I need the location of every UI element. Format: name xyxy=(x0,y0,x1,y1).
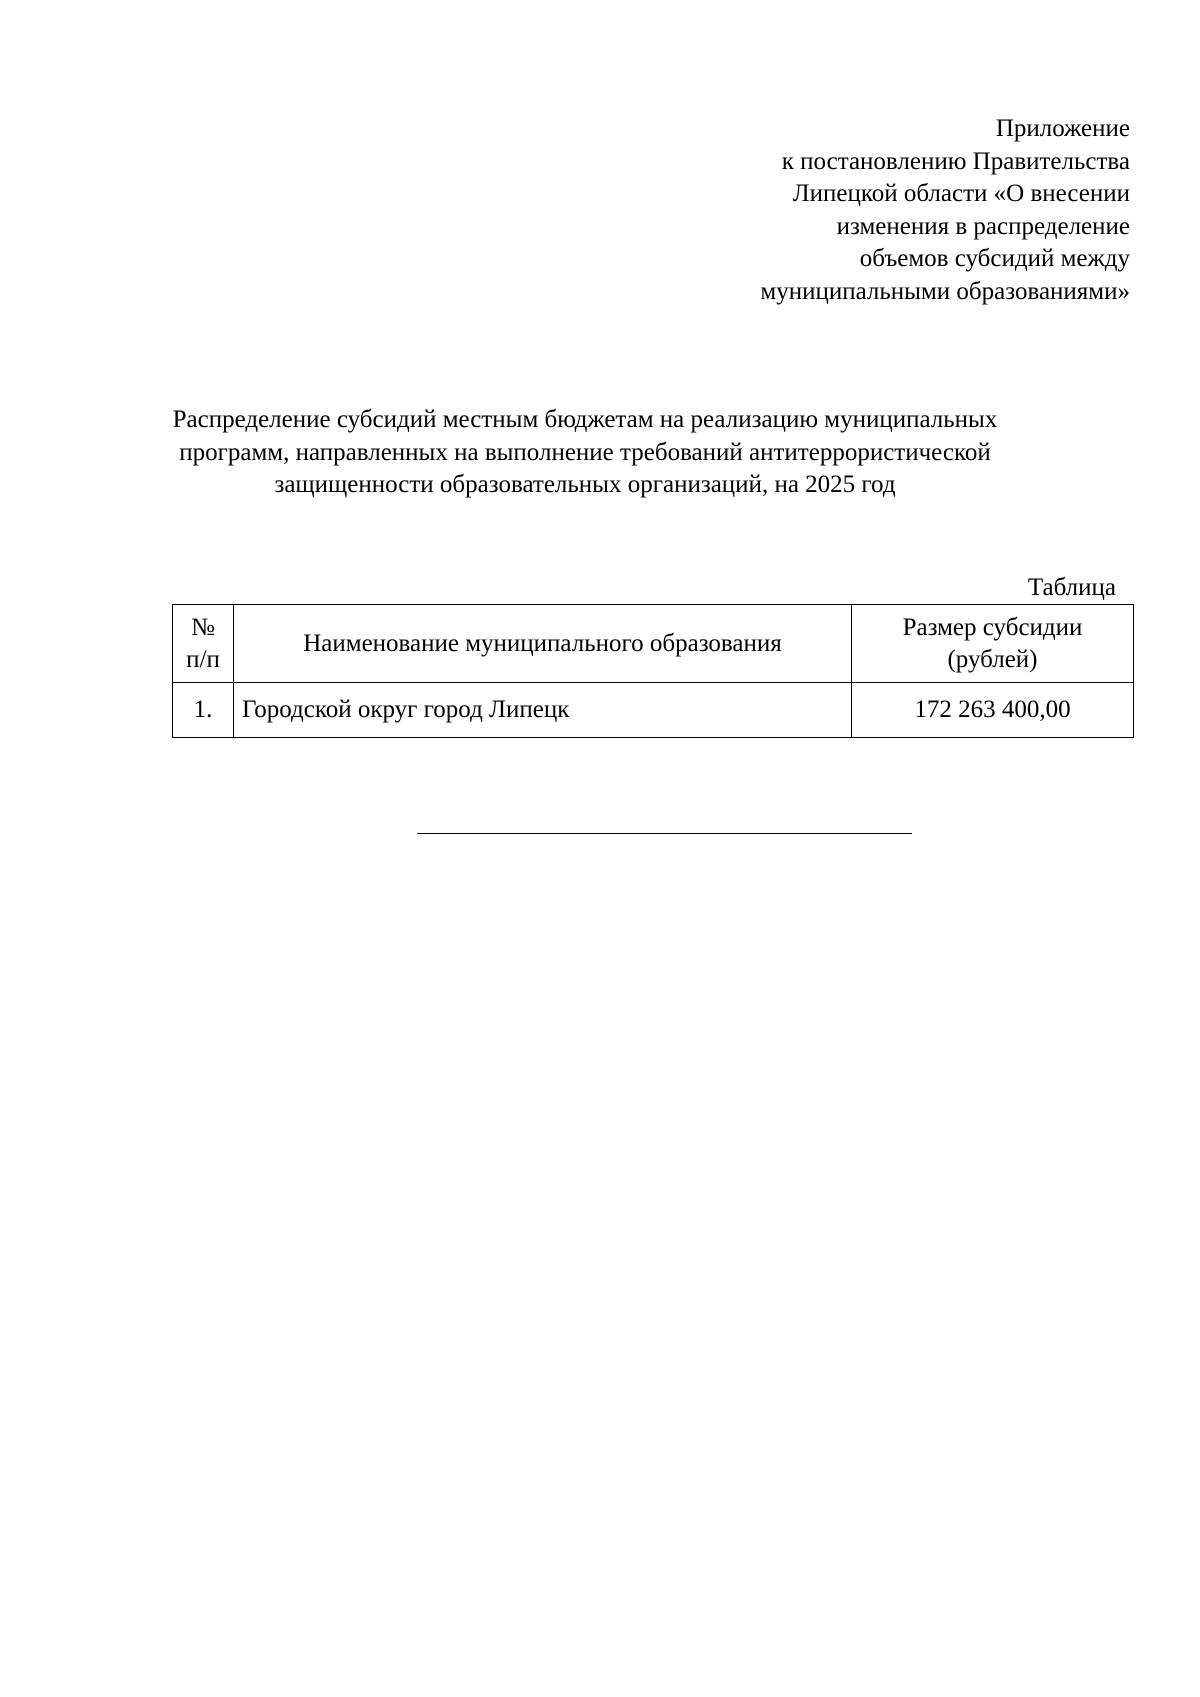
document-title xyxy=(150,404,1020,502)
appendix-line: муниципальными образованиями» xyxy=(760,277,1130,305)
row-name: Городской округ город Липецк xyxy=(234,683,852,738)
header-amount-line: (рублей) xyxy=(947,645,1038,673)
header-amount-line: Размер субсидии xyxy=(902,613,1083,641)
subsidy-table xyxy=(172,604,1134,738)
title-line: программ, направленных на выполнение требований антитеррористической xyxy=(179,438,991,466)
header-name: Наименование муниципального образования xyxy=(234,605,852,683)
closing-separator-line xyxy=(417,833,912,834)
row-amount: 172 263 400,00 xyxy=(852,683,1134,738)
appendix-line: Липецкой области «О внесении xyxy=(792,180,1130,207)
header-number-line: № xyxy=(191,613,215,641)
title-line: защищенности образовательных организаций, на 2025 год xyxy=(274,471,896,498)
row-number: 1. xyxy=(173,683,234,738)
title-line: Распределение субсидий местным бюджетам на реализацию муниципальных xyxy=(172,406,998,433)
table-header-row xyxy=(173,605,1134,683)
header-amount xyxy=(852,605,1134,683)
appendix-line: к постановлению Правительства xyxy=(781,147,1130,175)
table-caption: Таблица xyxy=(1027,574,1116,601)
appendix-line: изменения в распределение xyxy=(836,212,1130,240)
appendix-line: объемов субсидий между xyxy=(859,245,1130,272)
appendix-note xyxy=(570,113,1130,308)
header-number-line: п/п xyxy=(186,645,220,673)
header-number xyxy=(173,605,234,683)
appendix-line: Приложение xyxy=(995,115,1130,142)
table-row xyxy=(173,683,1134,738)
